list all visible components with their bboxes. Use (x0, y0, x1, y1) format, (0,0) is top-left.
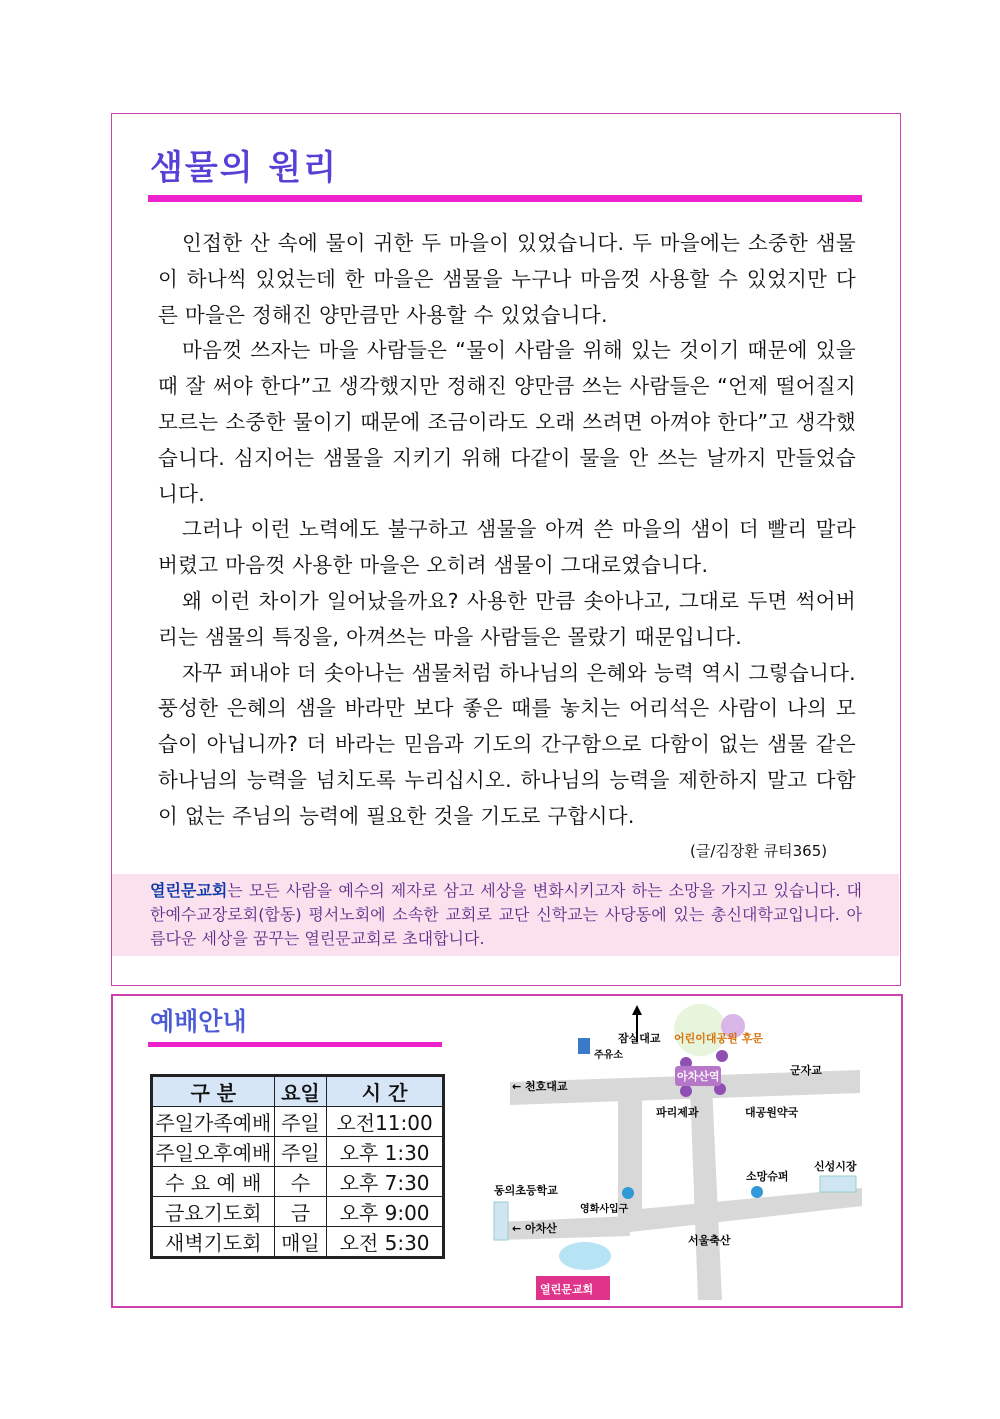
column-header: 시 간 (327, 1076, 444, 1107)
map-label: 파리제과 (656, 1106, 699, 1119)
column-header: 요일 (274, 1076, 327, 1107)
table-cell: 오후 9:00 (327, 1197, 444, 1227)
table-cell: 금요기도회 (152, 1197, 275, 1227)
article-body (158, 226, 856, 835)
park-area (674, 1004, 726, 1056)
table-row (152, 1197, 444, 1227)
map-label: 영화사입구 (580, 1204, 629, 1215)
table-cell: 주일가족예배 (152, 1107, 275, 1137)
title-underline (148, 195, 862, 202)
article-title: 샘물의 원리 (150, 148, 339, 188)
table-cell: 주일오후예배 (152, 1137, 275, 1167)
table-cell: 주일 (274, 1107, 327, 1137)
table-cell: 수 요 예 배 (152, 1167, 275, 1197)
paragraph: 인접한 산 속에 물이 귀한 두 마을이 있었습니다. 두 마을에는 소중한 샘물이 하나씩 있었는데 한 마을은 샘물을 누구나 마음껏 사용할 수 있었지만 다른 마을은 정해진 양만큼만 사용할 수 있었습니다. (158, 231, 857, 327)
market-building (820, 1176, 856, 1192)
church-location-map (490, 1000, 870, 1300)
table-row (152, 1137, 444, 1167)
church-icon (559, 1242, 611, 1270)
map-label: 서울축산 (688, 1234, 731, 1247)
column-header: 구 분 (152, 1076, 275, 1107)
table-cell: 수 (274, 1167, 327, 1197)
map-label: 열린문교회 (540, 1283, 594, 1296)
table-cell: 오후 7:30 (327, 1167, 444, 1197)
paragraph: 그러나 이런 노력에도 불구하고 샘물을 아껴 쓴 마을의 샘이 더 빨리 말라버렸고 마음껏 사용한 마을은 오히려 샘물이 그대로였습니다. (158, 517, 856, 578)
paragraph: 마음껏 쓰자는 마을 사람들은 “물이 사람을 위해 있는 것이기 때문에 있을 때 잘 써야 한다”고 생각했지만 정해진 양만큼 쓰는 사람들은 “언제 떨어질지 모르는 소중한 물이기 때문에 조금이라도 오래 쓰려면 아껴야 한다”고 생각했습니다. 심지어는 샘물을 지키기 위해 다같이 물을 안 쓰는 날까지 만들었습니다. (158, 338, 856, 506)
article-credit: (글/김장환 큐티365) (690, 842, 828, 860)
church-name: 열린문교회 (150, 881, 228, 900)
gas-station-icon (578, 1038, 590, 1054)
table-cell: 주일 (274, 1137, 327, 1167)
map-label: 주유소 (594, 1050, 623, 1061)
church-intro (150, 879, 862, 951)
table-row (152, 1107, 444, 1137)
subway-exit-icon (716, 1050, 728, 1062)
school-building (494, 1202, 508, 1240)
map-label: 군자교 (790, 1064, 822, 1077)
paragraph: 자꾸 퍼내야 더 솟아나는 샘물처럼 하나님의 은혜와 능력 역시 그렇습니다. 풍성한 은혜의 샘을 바라만 보다 좋은 때를 놓치는 어리석은 사람이 나의 모습이 아닙니까? 더 바라는 믿음과 기도의 간구함으로 다함이 없는 샘물 같은 하나님의 능력을 넘치도록 누리십시오. 하나님의 능력을 제한하지 말고 다함이 없는 주님의 능력에 필요한 것을 기도로 구합시다. (158, 660, 856, 828)
table-cell: 오전 5:30 (327, 1227, 444, 1258)
table-row (152, 1167, 444, 1197)
worship-schedule-table (150, 1074, 445, 1259)
worship-title-underline (148, 1042, 442, 1047)
table-cell: 오후 1:30 (327, 1137, 444, 1167)
map-label: 대공원약국 (745, 1106, 799, 1119)
worship-title: 예배안내 (150, 1007, 247, 1036)
map-label: 동의초등학교 (494, 1184, 558, 1197)
road (630, 1188, 862, 1232)
table-header-row (152, 1076, 444, 1107)
map-label: ← 아차산 (512, 1222, 557, 1235)
map-label: 신성시장 (814, 1160, 857, 1173)
map-label: 아차산역 (677, 1070, 720, 1083)
church-intro-text: 는 모든 사람을 예수의 제자로 삼고 세상을 변화시키고자 하는 소망을 가지고 있습니다. 대한예수교장로회(합동) 평서노회에 소속한 교회로 교단 신학교는 사당동에 있는 총신대학교입니다. 아름다운 세상을 꿈꾸는 열린문교회로 초대합니다. (150, 881, 862, 948)
bus-stop-icon (622, 1187, 634, 1199)
map-label: ← 천호대교 (512, 1080, 568, 1093)
bus-stop-icon (751, 1186, 763, 1198)
map-label: 잠실대교 (618, 1032, 661, 1045)
table-row (152, 1227, 444, 1258)
table-cell: 금 (274, 1197, 327, 1227)
table-cell: 새벽기도회 (152, 1227, 275, 1258)
map-label: 소망슈퍼 (746, 1170, 789, 1183)
table-cell: 오전11:00 (327, 1107, 444, 1137)
paragraph: 왜 이런 차이가 일어났을까요? 사용한 만큼 솟아나고, 그대로 두면 썩어버리는 샘물의 특징을, 아껴쓰는 마을 사람들은 몰랐기 때문입니다. (158, 588, 856, 649)
subway-exit-icon (680, 1085, 692, 1097)
table-cell: 매일 (274, 1227, 327, 1258)
map-label: 어린이대공원 후문 (674, 1032, 763, 1045)
